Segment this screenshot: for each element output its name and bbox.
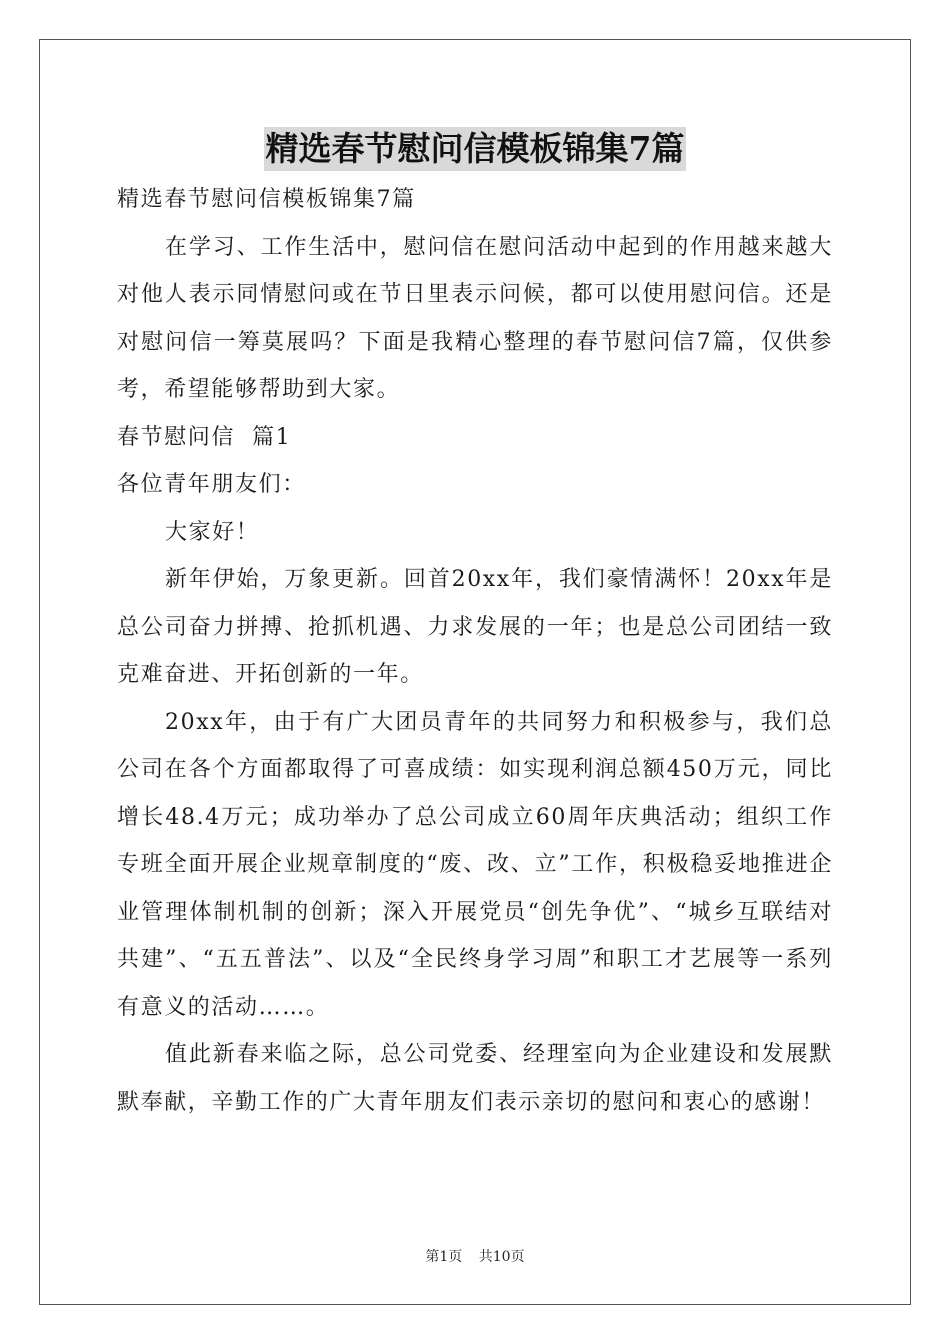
- section-heading: 春节慰问信 篇1: [117, 424, 292, 450]
- document-title: 精选春节慰问信模板锦集7篇: [264, 127, 687, 171]
- paragraph: 新年伊始，万象更新。回首20xx年，我们豪情满怀！20xx年是总公司奋力拼搏、抢抓机遇、力求发展的一年；也是总公司团结一致克难奋进、开拓创新的一年。: [117, 567, 833, 687]
- page-number: 第1页: [425, 1249, 463, 1265]
- document-body: [117, 176, 833, 1126]
- page-total: 共10页: [478, 1249, 525, 1265]
- title-container: [0, 127, 950, 171]
- salutation: 各位青年朋友们：: [117, 472, 306, 497]
- greeting: 大家好！: [165, 519, 260, 545]
- paragraph: 在学习、工作生活中，慰问信在慰问活动中起到的作用越来越大对他人表示同情慰问或在节日里表示问候，都可以使用慰问信。还是对慰问信一筹莫展吗？下面是我精心整理的春节慰问信7篇，仅供参考，希望能够帮助到大家。: [117, 234, 833, 402]
- paragraph: 值此新春来临之际，总公司党委、经理室向为企业建设和发展默默奉献，辛勤工作的广大青年朋友们表示亲切的慰问和衷心的感谢！: [117, 1042, 833, 1115]
- paragraph: 20xx年，由于有广大团员青年的共同努力和积极参与，我们总公司在各个方面都取得了可喜成绩：如实现利润总额450万元，同比增长48.4万元；成功举办了总公司成立60周年庆典活动；组织工作专班全面开展企业规章制度的“废、改、立”工作，积极稳妥地推进企业管理体制机制的创新；深入开展党员“创先争优”、“城乡互联结对共建”、“五五普法”、以及“全民终身学习周”和职工才艺展等一系列有意义的活动……。: [117, 709, 833, 1020]
- page-footer: [0, 1246, 950, 1266]
- paragraph: 精选春节慰问信模板锦集7篇: [117, 187, 416, 212]
